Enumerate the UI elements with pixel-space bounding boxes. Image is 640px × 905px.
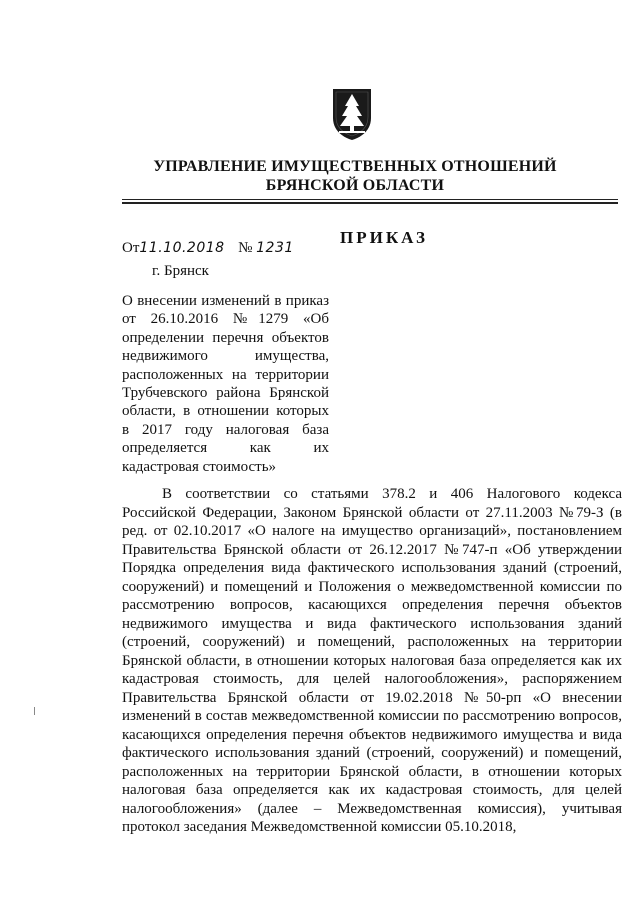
date-prefix: От [122,240,140,256]
document-title: ПРИКАЗ [340,228,428,247]
order-subject: О внесении изменений в приказ от 26.10.2016 №1279 «Об определении перечня объектов недвижимого имущества, расположенных на территории Трубчевского района Брянской области, в отношении которых в 2017 году налоговая база определяется как их кадастровая стоимость» [122,293,329,475]
header-divider-thick [122,202,618,204]
city-name: г. Брянск [152,263,209,279]
organization-name-line-1: УПРАВЛЕНИЕ ИМУЩЕСТВЕННЫХ ОТНОШЕНИЙ [153,158,557,175]
header-divider-thin [122,199,618,200]
date-number-line [122,240,294,257]
handwritten-date: 11.10.2018 [139,240,225,256]
margin-mark [34,707,35,715]
number-prefix: № [238,240,253,256]
body-paragraph: В соответствии со статьями 378.2 и 406 Налогового кодекса Российской Федерации, Законом Брянской области от 27.11.2003 №79-З (в ред. от 02.10.2017 «О налоге на имущество организаций», постановлением Правительства Брянской области от 26.12.2017 №747-п «Об утверждении Порядка определения вида фактического использования зданий (строений, сооружений) и помещений и Положения о межведомственной комиссии по рассмотрению вопросов, касающихся определения перечня объектов недвижимого имущества и вида фактического использования зданий (строений, сооружений) и помещений, расположенных на территории Брянской области, в отношении которых налоговая база определяется как их кадастровая стоимость, для целей налогообложения», распоряжением Правительства Брянской области от 19.02.2018 №50-рп «О внесении изменений в состав межведомственной комиссии по рассмотрению вопросов, касающихся определения перечня объектов недвижимого имущества и вида фактического использования зданий (строений, сооружений) и помещений, расположенных на территории Брянской области, в отношении которых налоговая база определяется как их кадастровая стоимость, для целей налогообложения» (далее – Межведомственная комиссия), учитывая протокол заседания Межведомственной комиссии 05.10.2018, [122,486,622,835]
bryansk-coat-of-arms-icon [330,86,374,142]
organization-name-line-2: БРЯНСКОЙ ОБЛАСТИ [265,177,445,194]
handwritten-number: 1231 [256,240,294,256]
